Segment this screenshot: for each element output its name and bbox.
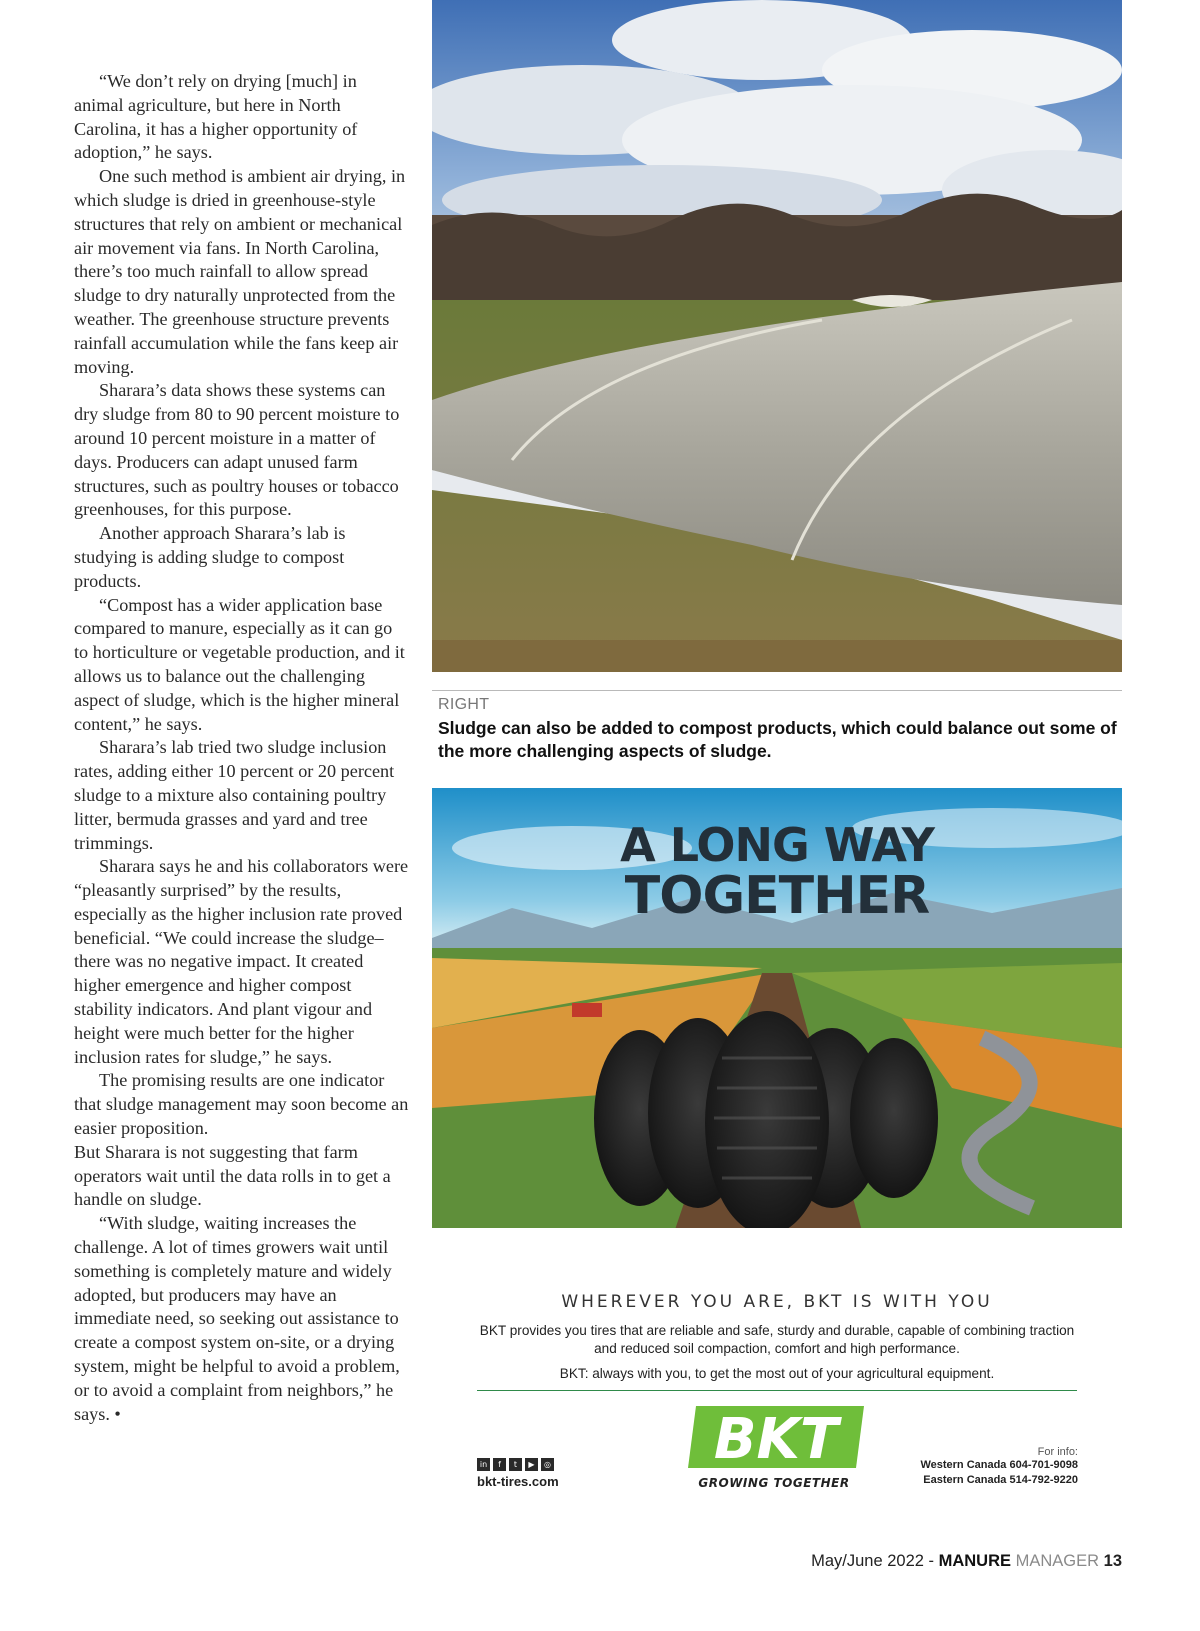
social-icons xyxy=(477,1458,554,1471)
photo-caption: Sludge can also be added to compost products, which could balance out some of the more challenging aspects of sludge. xyxy=(438,718,1117,761)
ad-body-text: BKT provides you tires that are reliable and safe, sturdy and durable, capable of combining traction and reduced soil compaction, comfort and high performance. xyxy=(479,1323,1075,1356)
article-paragraph: Sharara’s lab tried two sludge inclusion rates, adding either 10 percent or 20 percent sludge to a mixture also containing poultry litter, bermuda grasses and yard and tree trimmings. xyxy=(74,737,395,853)
ad-website-link[interactable]: bkt-tires.com xyxy=(477,1474,559,1489)
article-paragraph: Sharara says he and his collaborators were “pleasantly surprised” by the results, especially as the higher inclusion rate proved beneficial. “We could increase the sludge–there was no negative impact. It created higher emergence and higher compost stability indicators. And plant vigour and height were much better for the higher inclusion rates for sludge,” he says. xyxy=(74,856,409,1067)
twitter-icon[interactable]: t xyxy=(509,1458,522,1471)
page-number: 13 xyxy=(1103,1552,1122,1570)
magazine-name-bold: MANURE xyxy=(938,1552,1012,1570)
linkedin-icon[interactable]: in xyxy=(477,1458,490,1471)
info-title: For info: xyxy=(1037,1446,1078,1458)
article-paragraph: But Sharara is not suggesting that farm operators wait until the data rolls in to get a handle on sludge. xyxy=(74,1141,391,1210)
article-paragraph: Another approach Sharara’s lab is studying is adding sludge to compost products. xyxy=(74,523,346,591)
instagram-icon[interactable]: ◎ xyxy=(541,1458,554,1471)
sludge-bag-photo xyxy=(432,0,1122,672)
article-paragraph: One such method is ambient air drying, in which sludge is dried in greenhouse-style structures that rely on ambient or mechanical air movement via fans. In North Carolina, there’s too much rainfall to allow spread sludge to dry naturally unprotected from the weather. The greenhouse structure prevents rainfall accumulation while the fans keep air moving. xyxy=(74,166,406,377)
ad-divider xyxy=(477,1390,1077,1391)
contact-info xyxy=(920,1446,1078,1488)
ad-headline-line-1: A LONG WAY xyxy=(620,818,934,872)
youtube-icon[interactable]: ▶ xyxy=(525,1458,538,1471)
ad-headline-line-2: TOGETHER xyxy=(624,866,930,926)
article-paragraph: The promising results are one indicator that sludge management may soon become an easier proposition. xyxy=(74,1070,409,1139)
article-paragraph: Sharara’s data shows these systems can dry sludge from 80 to 90 percent moisture to around 10 percent moisture in a matter of days. Producers can adapt unused farm structures, such as poultry houses or tobacco greenhouses, for this purpose. xyxy=(74,380,400,520)
ad-body-text-2: BKT: always with you, to get the most out of your agricultural equipment. xyxy=(559,1366,995,1381)
facebook-icon[interactable]: f xyxy=(493,1458,506,1471)
article-paragraph: “Compost has a wider application base compared to manure, especially as it can go to horticulture or vegetable production, and it allows us to balance out the challenging aspect of sludge, which is the higher mineral content,” he says. xyxy=(74,594,405,734)
caption-divider xyxy=(432,690,1122,691)
ad-tagline: WHEREVER YOU ARE, BKT IS WITH YOU xyxy=(561,1292,993,1312)
article-column xyxy=(74,70,410,1426)
contact-eastern-canada: Eastern Canada 514-792-9220 xyxy=(923,1474,1078,1486)
bkt-logo xyxy=(686,1402,866,1472)
page-footer xyxy=(811,1552,1122,1571)
logo-text: BKT xyxy=(713,1407,839,1472)
magazine-name-light: MANAGER xyxy=(1011,1552,1104,1570)
bkt-advertisement[interactable] xyxy=(432,788,1122,1548)
article-paragraph: “With sludge, waiting increases the challenge. A lot of times growers wait until something is completely mature and widely adopted, but producers may have an immediate need, so seeking out assistance to create a compost system on-site, or a drying system, might be helpful to avoid a problem, or to avoid a complaint from neighbors,” he says. • xyxy=(74,1213,400,1424)
contact-western-canada: Western Canada 604-701-9098 xyxy=(920,1459,1078,1471)
logo-subtitle: GROWING TOGETHER xyxy=(698,1476,850,1490)
caption-label: RIGHT xyxy=(438,696,490,713)
issue-date: May/June 2022 - xyxy=(811,1552,939,1570)
article-paragraph: “We don’t rely on drying [much] in animal agriculture, but here in North Carolina, it has a higher opportunity of adoption,” he says. xyxy=(74,71,358,163)
